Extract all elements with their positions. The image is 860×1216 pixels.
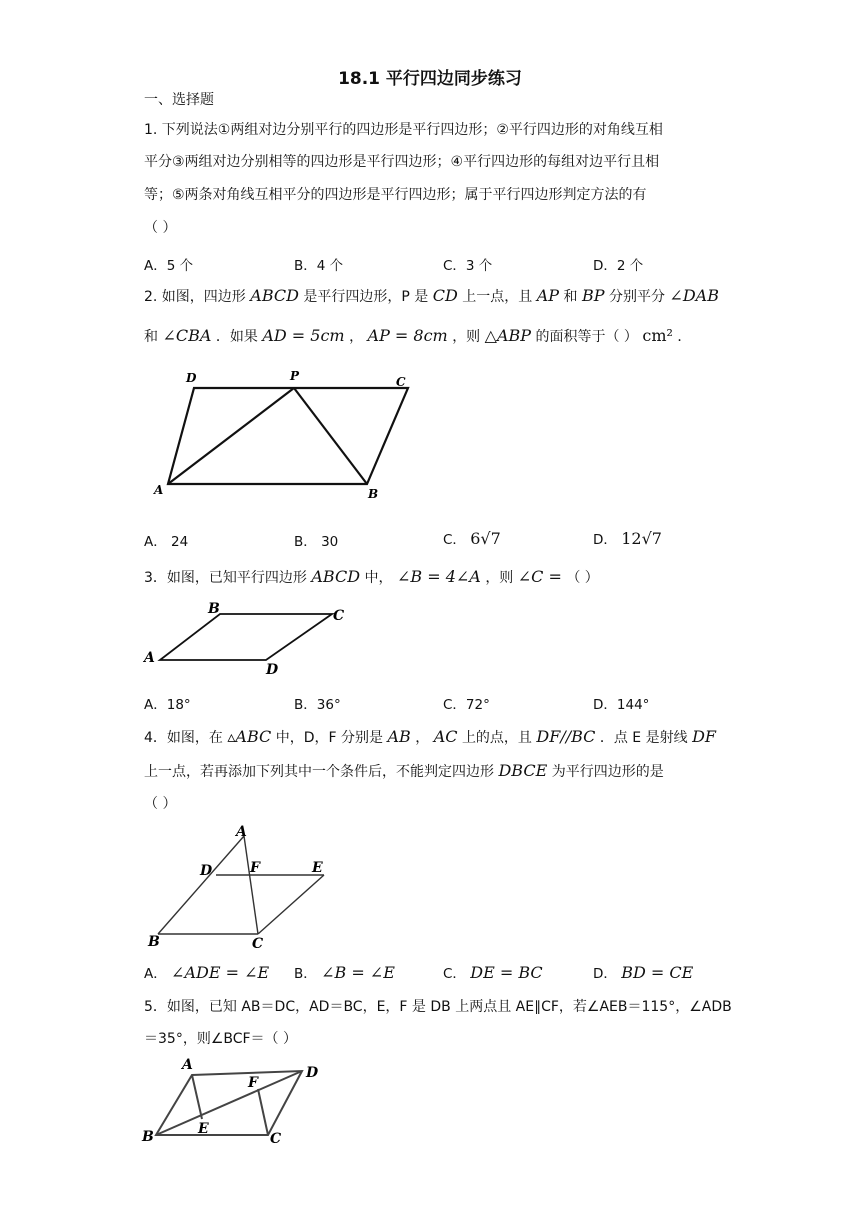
q2-option-b[interactable] xyxy=(294,530,338,550)
q4-option-d[interactable] xyxy=(593,962,693,982)
q1-line-3: 等；⑤两条对角线互相平分的四边形是平行四边形；属于平行四边形判定方法的有 xyxy=(144,187,647,203)
q2-unit: cm² xyxy=(642,326,673,345)
q2-option-value: 30 xyxy=(321,534,339,550)
q4-option-a[interactable] xyxy=(144,962,269,982)
q4-answer-paren: （ ） xyxy=(144,796,177,812)
q4-option-value: DE = BC xyxy=(470,963,543,982)
q3-option-b[interactable]: B．36° xyxy=(294,697,341,713)
q2-option-letter: A． xyxy=(144,534,167,550)
q3-label-a: A xyxy=(144,650,155,666)
q4-math: DBCE xyxy=(498,761,548,780)
q2-figure-parallelogram xyxy=(140,360,430,510)
q2-math: AD = 5cm xyxy=(262,326,345,345)
q4-text: 中，D，F 分别是 xyxy=(275,730,384,746)
q4-label-e: E xyxy=(312,860,323,876)
q2-label-p: P xyxy=(290,369,300,383)
q1-option-c[interactable]: C．3 个 xyxy=(443,258,493,274)
q2-option-letter: B． xyxy=(294,534,317,550)
q1-option-a[interactable]: A．5 个 xyxy=(144,258,194,274)
q5-label-e: E xyxy=(198,1121,209,1137)
q2-text: 是平行四边形，P 是 xyxy=(303,289,429,305)
q5-figure-parallelogram xyxy=(140,1055,330,1150)
q2-option-a[interactable] xyxy=(144,530,188,550)
q5-label-b: B xyxy=(142,1129,154,1145)
q2-label-d: D xyxy=(186,371,197,385)
q3-text: 中， xyxy=(364,570,393,586)
q4-option-letter: D． xyxy=(593,966,617,982)
q2-option-d[interactable] xyxy=(593,528,662,548)
q4-option-value: ∠ADE = ∠E xyxy=(171,963,270,982)
q4-text: 上一点，若再添加下列其中一个条件后，不能判定四边形 xyxy=(144,764,494,780)
q2-text: 2. 如图，四边形 xyxy=(144,289,246,305)
q4-figure-triangle xyxy=(140,820,340,955)
q3-figure-parallelogram xyxy=(140,598,360,678)
q4-text: 为平行四边形的是 xyxy=(551,764,664,780)
q2-math: AP = 8cm xyxy=(367,326,448,345)
q4-label-d: D xyxy=(200,863,213,879)
q4-text: 上的点，且 xyxy=(461,730,532,746)
q2-option-letter: C． xyxy=(443,532,466,548)
q2-text: 的面积等于（ ） xyxy=(535,329,638,345)
q3-math: ∠B = 4∠A xyxy=(396,567,481,586)
q3-label-b: B xyxy=(208,601,220,617)
q2-text: ．如果 xyxy=(215,329,258,345)
q3-text: 3．如图，已知平行四边形 xyxy=(144,570,307,586)
q4-option-letter: B． xyxy=(294,966,317,982)
q4-text: ， xyxy=(415,730,430,746)
q4-label-a: A xyxy=(236,824,247,840)
q5-label-d: D xyxy=(306,1065,319,1081)
q1-line-2: 平分③两组对边分别相等的四边形是平行四边形；④平行四边形的每组对边平行且相 xyxy=(144,154,660,170)
q2-text: ，则 xyxy=(452,329,481,345)
q4-label-b: B xyxy=(148,934,160,950)
q4-option-letter: C． xyxy=(443,966,466,982)
q1-line-1: 1. 下列说法①两组对边分别平行的四边形是平行四边形；②平行四边形的对角线互相 xyxy=(144,122,663,138)
q3-math: ABCD xyxy=(311,567,361,586)
q2-text: 和 xyxy=(144,329,158,345)
q2-label-a: A xyxy=(154,483,164,497)
q2-line-1 xyxy=(144,286,719,307)
q2-line-2 xyxy=(144,326,691,347)
q4-option-b[interactable] xyxy=(294,962,395,982)
q2-math: ∠DAB xyxy=(669,286,719,305)
q2-text: 上一点，且 xyxy=(462,289,533,305)
q4-math: AB xyxy=(387,727,411,746)
q4-math: DF//BC xyxy=(536,727,596,746)
q2-text: ． xyxy=(677,329,692,345)
q2-text: ， xyxy=(349,329,364,345)
q4-label-c: C xyxy=(252,936,264,952)
q3-text: ，则 xyxy=(485,570,514,586)
q2-math: ∠CBA xyxy=(162,326,212,345)
q3-label-d: D xyxy=(266,662,279,678)
q2-label-c: C xyxy=(396,375,406,389)
q4-option-letter: A． xyxy=(144,966,167,982)
q4-text: 4．如图，在 xyxy=(144,730,223,746)
q5-label-a: A xyxy=(182,1057,193,1073)
q3-math: ∠C = xyxy=(517,567,562,586)
q3-line-1 xyxy=(144,567,599,588)
q2-math: △ABP xyxy=(484,326,532,345)
q2-label-b: B xyxy=(368,487,379,501)
q2-math: BP xyxy=(581,286,605,305)
q5-label-c: C xyxy=(270,1131,282,1147)
q4-option-value: ∠B = ∠E xyxy=(321,963,395,982)
q5-line-2: ＝35°，则∠BCF＝（ ） xyxy=(144,1031,298,1047)
q2-text: 和 xyxy=(563,289,578,305)
q4-text: ．点 E 是射线 xyxy=(599,730,688,746)
q1-option-b[interactable]: B．4 个 xyxy=(294,258,344,274)
section-heading: 一、选择题 xyxy=(144,92,214,108)
q2-math: ABCD xyxy=(250,286,299,305)
q3-option-a[interactable]: A．18° xyxy=(144,697,191,713)
q2-text: 分别平分 xyxy=(608,289,665,305)
q4-math: AC xyxy=(433,727,458,746)
q1-option-d[interactable]: D．2 个 xyxy=(593,258,644,274)
q3-label-c: C xyxy=(333,608,345,624)
q2-option-c[interactable] xyxy=(443,528,501,548)
page-title: 18.1 平行四边同步练习 xyxy=(338,69,522,89)
q2-math: CD xyxy=(432,286,458,305)
q3-option-d[interactable]: D．144° xyxy=(593,697,650,713)
q4-option-c[interactable] xyxy=(443,962,543,982)
q2-option-value: 6√7 xyxy=(470,529,501,548)
q4-option-value: BD = CE xyxy=(621,963,694,982)
q4-line-1 xyxy=(144,727,716,748)
q4-label-f: F xyxy=(250,860,260,876)
q2-option-value: 24 xyxy=(171,534,189,550)
q4-math: DF xyxy=(692,727,716,746)
q2-option-letter: D． xyxy=(593,532,617,548)
q2-option-value: 12√7 xyxy=(621,529,662,548)
q1-answer-paren: （ ） xyxy=(144,220,177,236)
q2-math: AP xyxy=(536,286,560,305)
q4-math: ▵ABC xyxy=(227,727,272,746)
q5-line-1: 5．如图，已知 AB＝DC，AD＝BC，E，F 是 DB 上两点且 AE∥CF，若∠AEB＝115°，∠ADB xyxy=(144,999,732,1015)
q3-text: （ ） xyxy=(566,570,599,586)
q4-line-2 xyxy=(144,761,664,782)
q5-label-f: F xyxy=(248,1075,258,1091)
q3-option-c[interactable]: C．72° xyxy=(443,697,490,713)
